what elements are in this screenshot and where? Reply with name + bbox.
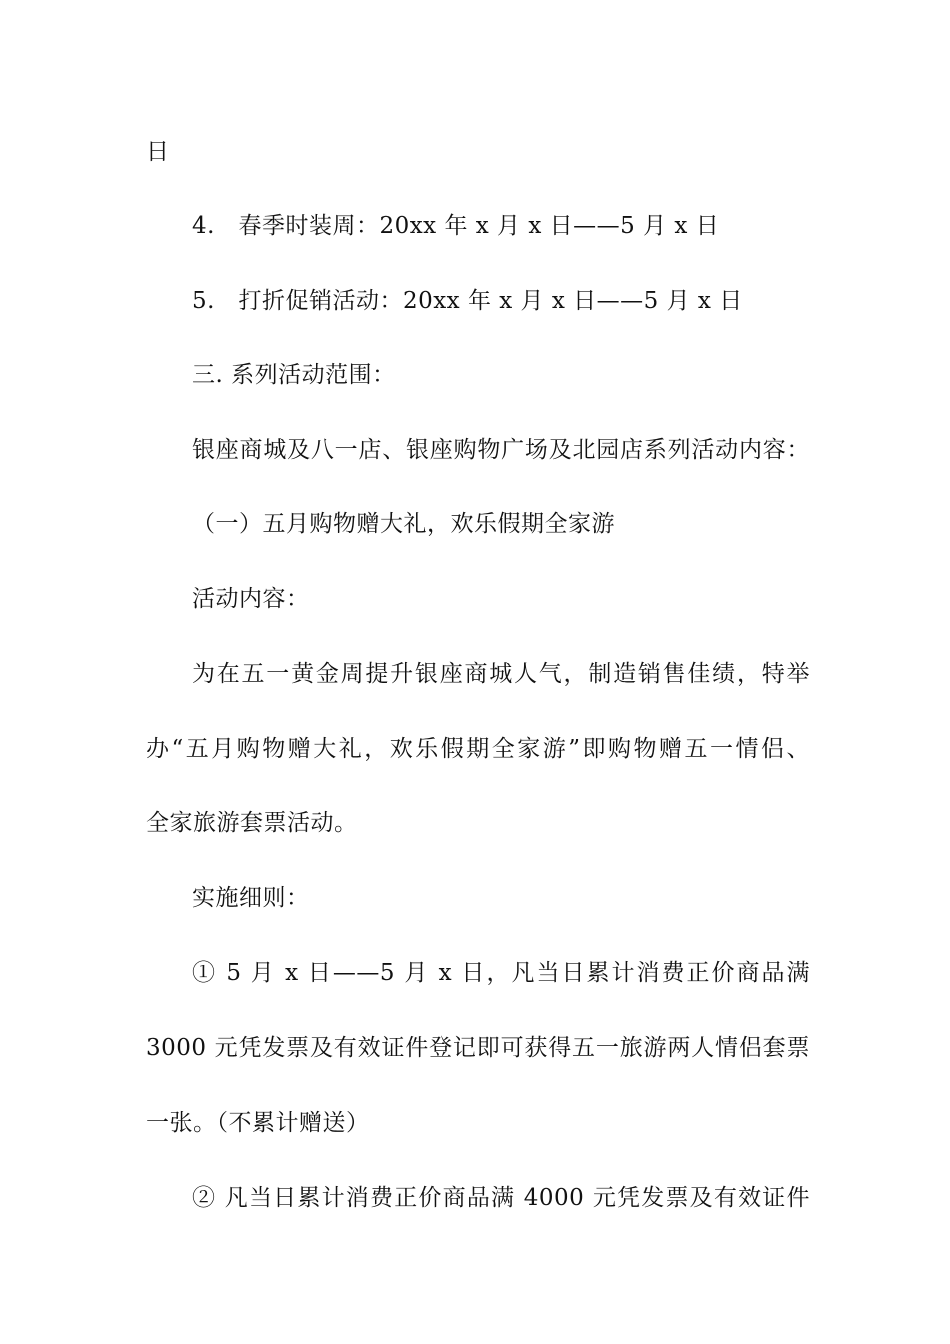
text-line-scope: 银座商城及八一店、银座购物广场及北园店系列活动内容： — [192, 437, 810, 463]
text-line-continuation: 日 — [146, 139, 170, 165]
rule-1-line-3: 一张。（不累计赠送） — [146, 1110, 370, 1136]
section-heading-3: 三. 系列活动范围： — [192, 362, 396, 388]
rule-2-line-1: ② 凡当日累计消费正价商品满 4000 元凭发票及有效证件 — [192, 1185, 810, 1211]
text-line-item-5: 5. 打折促销活动：20xx 年 x 月 x 日——5 月 x 日 — [192, 288, 743, 314]
paragraph-line-3: 全家旅游套票活动。 — [146, 810, 358, 836]
paragraph-line-2: 办“五月购物赠大礼，欢乐假期全家游”即购物赠五一情侣、 — [146, 736, 810, 762]
text-line-item-4: 4. 春季时装周：20xx 年 x 月 x 日——5 月 x 日 — [192, 213, 720, 239]
text-line-activity-label: 活动内容： — [192, 586, 310, 612]
subsection-heading-1: （一）五月购物赠大礼，欢乐假期全家游 — [192, 511, 615, 537]
rule-1-line-1: ① 5 月 x 日——5 月 x 日，凡当日累计消费正价商品满 — [192, 960, 810, 986]
paragraph-line-1: 为在五一黄金周提升银座商城人气，制造销售佳绩，特举 — [192, 661, 810, 687]
text-line-rules-label: 实施细则： — [192, 885, 310, 911]
rule-1-line-2: 3000 元凭发票及有效证件登记即可获得五一旅游两人情侣套票 — [146, 1035, 810, 1061]
